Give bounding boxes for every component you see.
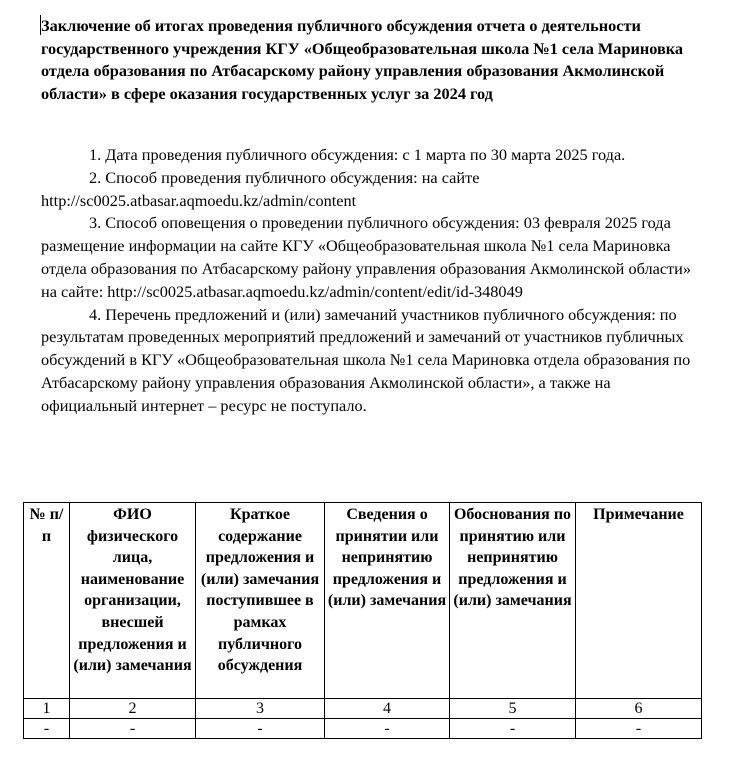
paragraph-method-text: 2. Способ проведения публичного обсуждения: на сайте http://sc0025.atbasar.aqmoedu.kz/admin/content xyxy=(41,167,480,210)
header-acceptance: Сведения о принятии или непринятию предложения и (или) замечания xyxy=(325,503,450,699)
header-note: Примечание xyxy=(576,503,702,699)
table-cell: 6 xyxy=(576,699,702,719)
table-cell: - xyxy=(325,719,450,739)
table-header-row xyxy=(24,503,702,699)
table-cell: - xyxy=(24,719,70,739)
header-number: № п/п xyxy=(24,503,70,699)
paragraph-method xyxy=(41,167,696,213)
proposals-table xyxy=(23,502,702,739)
table-cell: - xyxy=(70,719,196,739)
table-cell: 5 xyxy=(450,699,576,719)
paragraph-proposals-text: 4. Перечень предложений и (или) замечаний участников публичного обсуждения: по результатам проведенных мероприятий предложений и замечаний от участников публичных обсуждений в КГУ «Общеобразовательная школа №1 села Мариновка отдела образования по Атбасарскому району управления образования Акмолинской области», а также на официальный интернет – ресурс не поступало. xyxy=(41,304,691,415)
table-cell: 3 xyxy=(196,699,325,719)
table-cell: 1 xyxy=(24,699,70,719)
table-cell: 2 xyxy=(70,699,196,719)
document-body xyxy=(41,144,696,418)
table-cell: - xyxy=(576,719,702,739)
header-submitter: ФИО физического лица, наименование организации, внесшей предложения и (или) замечания xyxy=(70,503,196,699)
paragraph-notification-text: 3. Способ оповещения о проведении публичного обсуждения: 03 февраля 2025 года размещение информации на сайте КГУ «Общеобразовательная школа №1 села Мариновка отдела образования по Атбасарскому району управления образования Акмолинской области» на сайте: http://sc0025.atbasar.aqmoedu.kz/admin/content/edit/id-348049 xyxy=(41,213,692,301)
header-summary: Краткое содержание предложения и (или) замечания поступившее в рамках публичного обсуждения xyxy=(196,503,325,699)
table-cell: 4 xyxy=(325,699,450,719)
table-row xyxy=(24,699,702,719)
table-cell: - xyxy=(450,719,576,739)
table-row xyxy=(24,719,702,739)
paragraph-notification xyxy=(41,212,696,303)
document-title: Заключение об итогах проведения публичного обсуждения отчета о деятельности государственного учреждения КГУ «Общеобразовательная школа №1 села Мариновка отдела образования по Атбасарскому району управления образования Акмолинской области» в сфере оказания государственных услуг за 2024 год xyxy=(41,16,684,104)
paragraph-date-text: 1. Дата проведения публичного обсуждения: с 1 марта по 30 марта 2025 года. xyxy=(89,145,626,164)
header-justification: Обоснования по принятию или непринятию предложения и (или) замечания xyxy=(450,503,576,699)
paragraph-date xyxy=(41,144,696,167)
paragraph-proposals xyxy=(41,304,696,418)
table-cell: - xyxy=(196,719,325,739)
